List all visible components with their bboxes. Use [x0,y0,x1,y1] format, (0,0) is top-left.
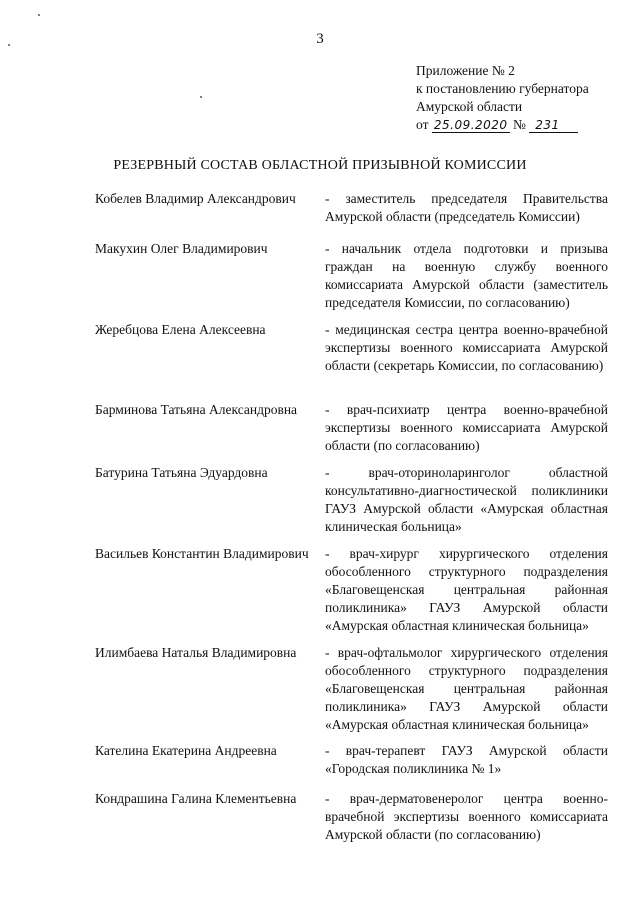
member-name: Батурина Татьяна Эдуардовна [95,465,268,480]
member-role: - заместитель председателя Правительства Амурской области (председатель Комиссии) [325,191,608,224]
scan-speck [200,96,202,98]
page-number: 3 [316,31,324,47]
member-row [95,401,610,455]
member-row [95,190,610,226]
member-row [95,545,610,635]
member-name: Жеребцова Елена Алексеевна [95,322,266,337]
member-role: - врач-психиатр центра военно-врачебной экспертизы военного комиссариата Амурской области (по согласованию) [325,402,608,453]
member-name: Барминова Татьяна Александровна [95,402,298,417]
member-name: Макухин Олег Владимирович [95,241,268,256]
member-name: Илимбаева Наталья Владимировна [95,645,297,660]
document-number: 231 [529,118,577,133]
member-role: - начальник отдела подготовки и призыва граждан на военную службу военного комиссариата Амурской области (заместитель председателя Комиссии, по согласованию) [325,241,608,310]
member-row [95,644,610,734]
member-name: Васильев Константин Владимирович [95,546,309,561]
member-role: - врач-оториноларинголог областной консультативно-диагностической поликлиники ГАУЗ Амурской области «Амурская областная клиническая больница» [325,465,608,534]
appendix-reference: к постановлению губернатора [416,81,589,96]
scan-speck [38,14,40,16]
member-row [95,742,610,778]
member-role: - врач-терапевт ГАУЗ Амурской области «Городская поликлиника № 1» [325,743,608,776]
number-prefix: № [512,117,526,132]
member-row [95,240,610,312]
document-title: РЕЗЕРВНЫЙ СОСТАВ ОБЛАСТНОЙ ПРИЗЫВНОЙ КОМИССИИ [113,158,527,173]
member-name: Кателина Екатерина Андреевна [95,743,277,758]
member-name: Кобелев Владимир Александрович [95,191,296,206]
appendix-region: Амурской области [416,99,523,114]
member-role: - врач-офтальмолог хирургического отделения обособленного структурного подразделения «Благовещенская центральная районная поликлиника» ГАУЗ Амурской области «Амурская областная клиническая больница» [325,645,608,732]
appendix-date-line [416,116,631,134]
document-date: 25.09.2020 [433,118,508,132]
member-row [95,790,610,844]
member-name: Кондрашина Галина Клементьевна [95,791,297,806]
member-row [95,464,610,536]
date-prefix: от [416,117,429,132]
appendix-title: Приложение № 2 [416,63,515,78]
member-row [95,321,610,375]
member-role: - медицинская сестра центра военно-врачебной экспертизы военного комиссариата Амурской области (секретарь Комиссии, по согласованию) [325,322,608,373]
member-role: - врач-хирург хирургического отделения обособленного структурного подразделения «Благовещенская центральная районная поликлиника» ГАУЗ Амурской области «Амурская областная клиническая больница» [325,546,608,633]
member-role: - врач-дерматовенеролог центра военно-врачебной экспертизы военного комиссариата Амурской области (по согласованию) [325,791,608,842]
appendix-block [416,62,631,134]
